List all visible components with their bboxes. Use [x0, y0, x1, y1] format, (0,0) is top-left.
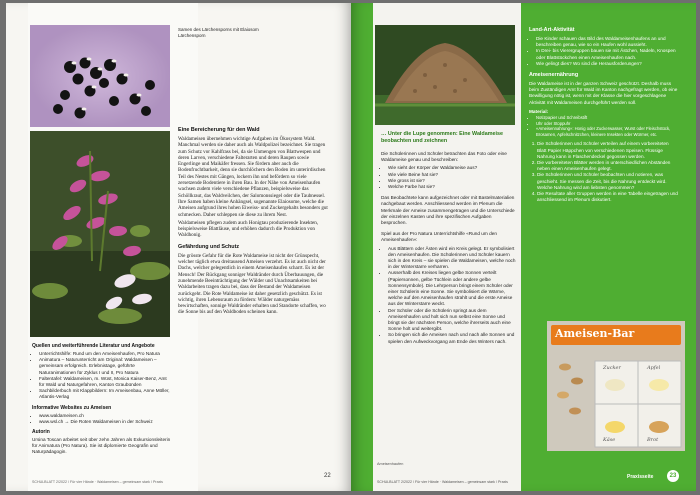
landart-heading: Land-Art-Aktivität — [529, 27, 575, 33]
material-item: • Notizpapier und Schreibstift — [536, 115, 679, 121]
article-column — [178, 127, 328, 316]
source-item: • Sachbilderbuch mit Klappbildern: Im Ameisenbau, Anne Möller, Atlantis-Verlag — [39, 388, 172, 400]
paragraph: Waldameisen pflegen zudem auch Honigtau produzierende Insekten, beispielsweise Blattläuse, und erhöhen dadurch die Produktion von Waldhonig. — [178, 219, 319, 239]
flower-photo — [30, 131, 170, 337]
magazine-spread — [6, 3, 696, 491]
anthill-photo — [375, 25, 515, 125]
paragraph: Die grösste Gefahr für die Rote Waldameise ist nicht der Grünspecht, welcher täglich etwa dreitausend Ameisen verzehrt. Es ist auch nicht der Dachs, welcher gelegentlich in einem Ameisenhaufen scharrt. Es ist der Mensch! Der Rückgang sonniger Waldränder durch Überbauungen, die zunehmende Beeinträchtigung der Wälder und Unachtsamkeiten bei Waldarbeiten tragen dazu bei, dass der Bestand der Waldameisen zurückgeht. Die Rote Waldameise ist daher gesetzlich geschützt. Es ist wichtig, ihren Lebensraum zu fördern: Wälder naturgemäss bewirtschaften, sonnige Waldränder erhalten und Standorte schaffen, wo die Sonne bis auf den Waldboden scheinen kann. — [178, 252, 326, 316]
feeding-text: Die Waldameise ist in der ganzen Schweiz geschützt. Deshalb muss beim Zuständigen Amt für Wald im Kanton nachgefragt werden, ob eine Bewilligung nötig ist, wenn mit der Klasse die hier vorgeschlagene Aktivität mit Waldameisen durchgeführt werden soll. — [529, 81, 678, 105]
game-item: • Der Schüler oder die Schülerin springt aus dem Ameisenhaufen und holt sich nun selbst eine Sonne und bringt sie der nächsten Person, welche ihrerseits auch eine Sonne holt und weitergibt. — [388, 308, 517, 333]
material-item: • «Ameisennahrung»: Honig oder Zuckerwasser, Wurst oder Fleischstück, Brosamen, Apfelschnitzchen, kleinere Insekten oder Würmer, etc. — [536, 126, 679, 137]
right-footer: SCHULBLATT 2/2022 / Für vier Hände · Waldameisen – gemeinsam stark / Praxis — [377, 480, 508, 484]
seeds-photo — [30, 25, 170, 127]
section-label: Praxisseite — [627, 474, 654, 480]
material-item: • Uhr oder Stoppuhr — [536, 121, 679, 127]
image-caption: Samen des Lärchensporns mit Elaiosom Lärchensporn — [178, 27, 259, 38]
game-item: • Ausserhalb des Kreises liegen gelbe Sonnen verteilt (Papiersonnen, gelbe Tüchlein oder andere gelbe Sonnensymbole). Die Lehrperson bringt einem Schüler oder einer Schülerin eine Sonne. Sie symbolisiert die Wärme, welche auf den Ameisenhaufen strahlt und die erste Ameise aus der Winterstarre weckt. — [388, 270, 517, 307]
left-page-number: 22 — [324, 473, 331, 479]
paragraph: Waldameisen übernehmen wichtige Aufgaben im Ökosystem Wald. Manchmal werden sie daher auch als Waldpolizei bezeichnet. Sie tragen zum Schutz vor Kahlfrass bei, da sie Unmengen von Blattwespen und deren Larven, verschiedene Falterarten und deren Raupen sowie Engerlinge und Maikäfer fressen. Sie fördern aber auch die Bodenfruchtbarkeit, denn sie durchlöchern den Boden im unterirdischen Teil des Nestes mit Gängen, lockern ihn und befördern so viele zersetzende Bodentiere in ihren Bau. In der Nähe von Ameisenhaufen wachsen zudem viele verschiedene Pflanzen, beispielsweise das Schöllkraut, das Waldveilchen, der Salomonssiegel oder die Taubnessel. Ihre Samen haben kleine Anhängsel, sogenannte Elaiosome, welche die Ameisen aufgrund ihres hohen Eiweiss- und Zuckergehalts besonders gut schmecken. Daher schleppen sie diese zu ihrem Nest. — [178, 136, 328, 218]
feeding-step: 1. Die Schülerinnen und Schüler verteilen auf einem vorbereiteten Blatt Papier Häppchen von verschiedenen Speisen. Flüssige Nahrung kann in Flaschendeckel gegossen werden. — [537, 141, 679, 160]
section-heading-enrichment: Eine Bereicherung für den Wald — [178, 127, 260, 133]
observe-heading: … Unter die Lupe genommen: Eine Waldameise beobachten und zeichnen — [381, 131, 504, 144]
website-link[interactable]: • www.waldameisen.ch — [39, 413, 172, 419]
landart-item: • Wie gelingt dies? Wo sind die Herausforderungen? — [536, 61, 679, 67]
feeding-step: 3. Die Schülerinnen und Schüler beobachten und notieren, was geschieht. Sie messen die Zeit, bis die Nahrung entdeckt wird. Welche Nahrung wird am liebsten genommen? — [537, 172, 679, 191]
observe-intro: Die Schülerinnen und Schüler betrachten das Foto oder eine Waldameise genau und beschreiben: — [381, 151, 507, 163]
landart-item: • In Drei- bis Vierergruppen bauen sie mit Ästchen, Nadeln, Knospen oder Blattstückchen einen Ameisenhaufen nach. — [536, 48, 679, 60]
bar-label: Brot — [647, 437, 659, 443]
feeding-step: 2. Die vorbereiteten Blätter werden in unterschiedlichen Abständen neben einen Ameisenhaufen gelegt. — [537, 160, 679, 172]
observe-item: • Wie gross ist sie? — [388, 178, 517, 184]
ameisen-bar-photo — [547, 321, 685, 451]
observe-item: • Wie viele Beine hat sie? — [388, 172, 517, 178]
websites-heading: Informative Websites zu Ameisen — [32, 404, 112, 411]
author-text: Ursina Toscan arbeitet seit über zehn Jahren als Exkursionsleiterin für Animatura (Pro Natura). Sie ist diplomierte Geografin und Naturpädagogin. — [32, 437, 171, 455]
source-item: • Animatura – Naturunterricht am Original: Waldameisen – gemeinsam erfolgreich. Erlebnistage, geführte Naturanimationen für Zyklus I und II, Pro Natura — [39, 357, 172, 376]
bar-label: Käse — [603, 437, 616, 443]
left-footer: SCHULBLATT 2/2022 / Für vier Hände · Waldameisen – gemeinsam stark / Praxis — [32, 480, 163, 484]
observe-block — [381, 151, 517, 345]
sources-block — [32, 343, 172, 456]
game-item: • Aus Blättern oder Ästen wird ein Kreis gelegt. Er symbolisiert den Ameisenhaufen. Die Schülerinnen und Schüler kauern sich in den Kreis – sie spielen die Waldameisen, welche noch in der Winterstarre verharren. — [388, 246, 517, 271]
material-heading: Material: — [529, 108, 549, 114]
feeding-heading: Ameisenernährung — [529, 72, 579, 79]
ameisen-bar-title: Ameisen-Bar — [555, 327, 635, 340]
photo-credit: Ameisenhaufen — [377, 462, 404, 466]
left-page — [6, 3, 351, 491]
observe-item: • Wie sieht der Körper der Waldameise aus? — [388, 165, 517, 171]
right-page — [351, 3, 696, 491]
section-body-enrichment — [178, 136, 328, 239]
observe-item: • Welche Farbe hat sie? — [388, 184, 517, 190]
green-column — [529, 27, 679, 203]
source-item: • Faltentafel: Waldameisen, m. Wüst, Monica Kaiser-Benz, Amt für Wald und Naturgefahren, Kanton Graubünden — [39, 376, 172, 388]
bar-label: Zucker — [603, 365, 621, 371]
sources-heading: Quellen und weiterführende Literatur und Angebote — [32, 343, 155, 349]
feeding-step: 4. Die Resultate aller Gruppen werden in eine Tabelle eingetragen und anschliessend im Plenum diskutiert. — [537, 191, 679, 203]
right-page-number: 23 — [667, 470, 679, 482]
author-heading: Autorin — [32, 429, 50, 436]
landart-item: • Die Kinder schauen das Bild des Waldameisenhaufens an und beschreiben genau, wie so ein Haufen wohl aussieht. — [536, 36, 679, 48]
section-body-threat — [178, 253, 328, 316]
game-intro: Spiel aus der Pro Natura Unterrichtshilfe «Rund um den Ameisenhaufen»: — [381, 231, 497, 243]
section-heading-threat: Gefährdung und Schutz — [178, 243, 240, 250]
observe-paragraph: Das Beobachtete kann aufgezeichnet oder mit Bastelmaterialien nachgebaut werden. Anschliessend werden im Plenum die Merkmale der Ameise zusammengetragen und die Unterschiede der einzelnen Kasten und ihre spezifischen Aufgaben besprochen. — [381, 195, 515, 226]
game-item: • So bringen sich die Ameisen nach und nach alle Sonnen und spielen den Aufweckvorgang am Ende des Winters nach. — [388, 332, 517, 344]
website-link[interactable]: • www.wsl.ch → Die Roten Waldameisen in der Schweiz — [39, 419, 172, 425]
source-item: • Unterrichtshilfe: Rund um den Ameisenhaufen, Pro Natura — [39, 351, 172, 357]
bar-label: Apfel — [647, 365, 661, 371]
